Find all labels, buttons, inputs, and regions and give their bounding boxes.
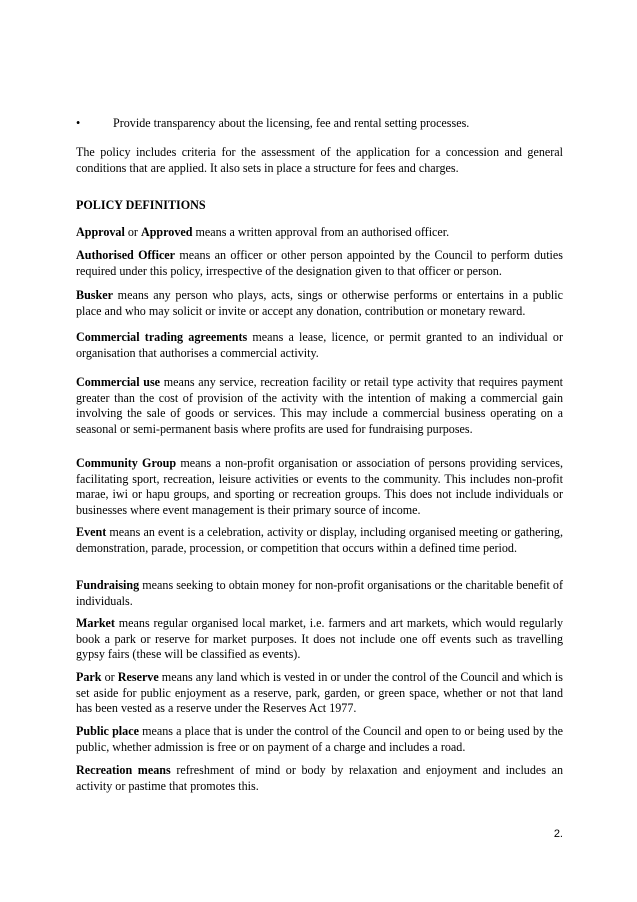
bullet-text: Provide transparency about the licensing, fee and rental setting processes. xyxy=(113,116,470,130)
definition-term: Recreation means xyxy=(76,763,171,777)
definition-text: refreshment of mind or body by relaxation and enjoyment and includes an activity or pastime that promotes this. xyxy=(76,763,563,793)
definition-authorised-officer xyxy=(76,248,563,279)
definition-term: Public place xyxy=(76,724,139,738)
definition-term: Busker xyxy=(76,288,113,302)
definition-busker xyxy=(76,288,563,319)
definition-text: means any service, recreation facility or retail type activity that requires payment greater than the cost of provision of the activity with the intention of making a commercial gain involving the sale of goods or services. This may include a commercial business operating on a seasonal or semi-permanent basis where profits are used for fundraising purposes. xyxy=(76,375,564,436)
definition-connector: or xyxy=(101,670,118,684)
definition-connector: or xyxy=(124,225,141,239)
definition-term: Park xyxy=(76,670,102,684)
definition-term: Commercial use xyxy=(76,375,161,389)
definition-community-group xyxy=(76,456,563,518)
definition-public-place xyxy=(76,724,563,755)
definition-text: means an event is a celebration, activity or display, including organised meeting or gathering, demonstration, parade, procession, or competition that occurs within a defined time period. xyxy=(76,525,563,555)
definition-text: means any land which is vested in or under the control of the Council and which is set aside for public enjoyment as a reserve, park, garden, or green space, whether or not that land has been vested as a reserve under the Reserves Act 1977. xyxy=(76,670,563,716)
definition-term-alt: Reserve xyxy=(117,670,159,684)
definition-term: Commercial trading agreements xyxy=(76,330,248,344)
page-number: 2. xyxy=(553,828,563,840)
definition-commercial-use xyxy=(76,375,563,437)
definition-market xyxy=(76,616,563,663)
definition-text: means seeking to obtain money for non-profit organisations or the charitable benefit of individuals. xyxy=(76,578,563,608)
definition-park-reserve xyxy=(76,670,563,717)
definition-text: means a non-profit organisation or association of persons providing services, facilitating sport, recreation, leisure activities or events to the community. This includes non-profit marae, iwi or hapu groups, and sporting or recreation groups. This does not include individuals or businesses where event management is their primary source of income. xyxy=(76,456,563,517)
definition-approval xyxy=(76,225,563,241)
definition-term: Approval xyxy=(76,225,125,239)
definition-text: means an officer or other person appointed by the Council to perform duties required under this policy, irrespective of the designation given to that officer or person. xyxy=(76,248,563,278)
section-heading: POLICY DEFINITIONS xyxy=(76,198,206,212)
definition-term: Community Group xyxy=(76,456,177,470)
definition-text: means a lease, licence, or permit granted to an individual or organisation that authorises a commercial activity. xyxy=(76,330,563,360)
intro-paragraph: The policy includes criteria for the assessment of the application for a concession and general conditions that are applied. It also sets in place a structure for fees and charges. xyxy=(76,145,563,175)
bullet-icon: • xyxy=(76,116,81,130)
definition-term: Market xyxy=(76,616,115,630)
definition-term: Event xyxy=(76,525,107,539)
definition-term-alt: Approved xyxy=(140,225,193,239)
definition-term: Authorised Officer xyxy=(76,248,176,262)
definition-text: means any person who plays, acts, sings or otherwise performs or entertains in a public place and who may solicit or invite or accept any donation, contribution or monetary reward. xyxy=(76,288,563,318)
definition-text: means a written approval from an authorised officer. xyxy=(192,225,450,239)
definition-event xyxy=(76,525,563,556)
definition-fundraising xyxy=(76,578,563,609)
definition-commercial-trading-agreements xyxy=(76,330,563,361)
definition-recreation xyxy=(76,763,563,794)
definition-text: means a place that is under the control of the Council and open to or being used by the public, whether admission is free or on payment of a charge and includes a road. xyxy=(76,724,563,754)
definition-term: Fundraising xyxy=(76,578,140,592)
definition-text: means regular organised local market, i.e. farmers and art markets, which would regularly book a park or reserve for market purposes. It does not include one off events such as travelling gypsy fairs (these will be classified as events). xyxy=(76,616,563,662)
